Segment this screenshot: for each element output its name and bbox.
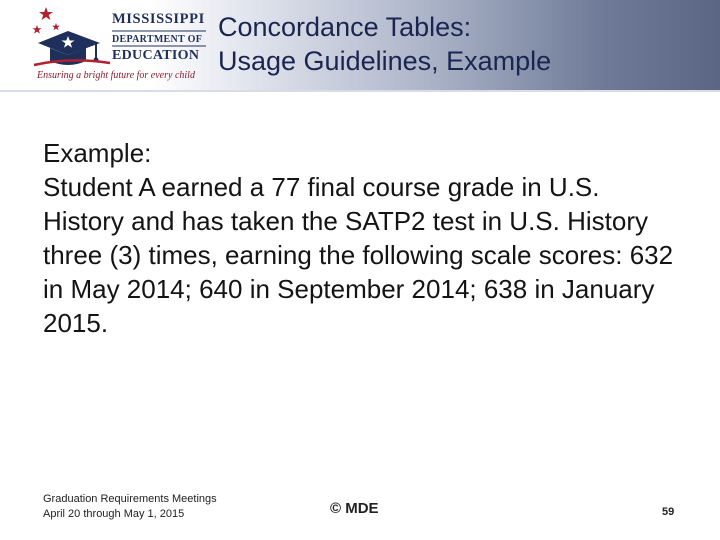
slide-body [43,136,683,340]
logo-line-education: EDUCATION [112,48,200,63]
header-divider [0,90,720,92]
footer-event-info: Graduation Requirements Meetings April 20 through May 1, 2015 [43,493,217,520]
slide-header [0,0,720,90]
example-paragraph: Student A earned a 77 final course grade in U.S. History and has taken the SATP2 test in U.S. History three (3) times, earning the following scale scores: 632 in May 2014; 640 in September 2014; 638 in January 2015. [43,172,674,338]
logo-line-department: DEPARTMENT OF [112,34,203,45]
mde-logo [30,5,210,85]
slide-title-line-2: Usage Guidelines, Example [218,46,552,76]
logo-line-state: MISSISSIPPI [112,11,205,27]
footer-copyright: © MDE [330,500,379,517]
example-heading: Example: [43,138,152,168]
slide-page-number: 59 [662,506,675,518]
logo-tagline: Ensuring a bright future for every child [37,70,195,81]
slide-title [218,10,551,78]
slide-title-line-1: Concordance Tables: [218,12,472,42]
